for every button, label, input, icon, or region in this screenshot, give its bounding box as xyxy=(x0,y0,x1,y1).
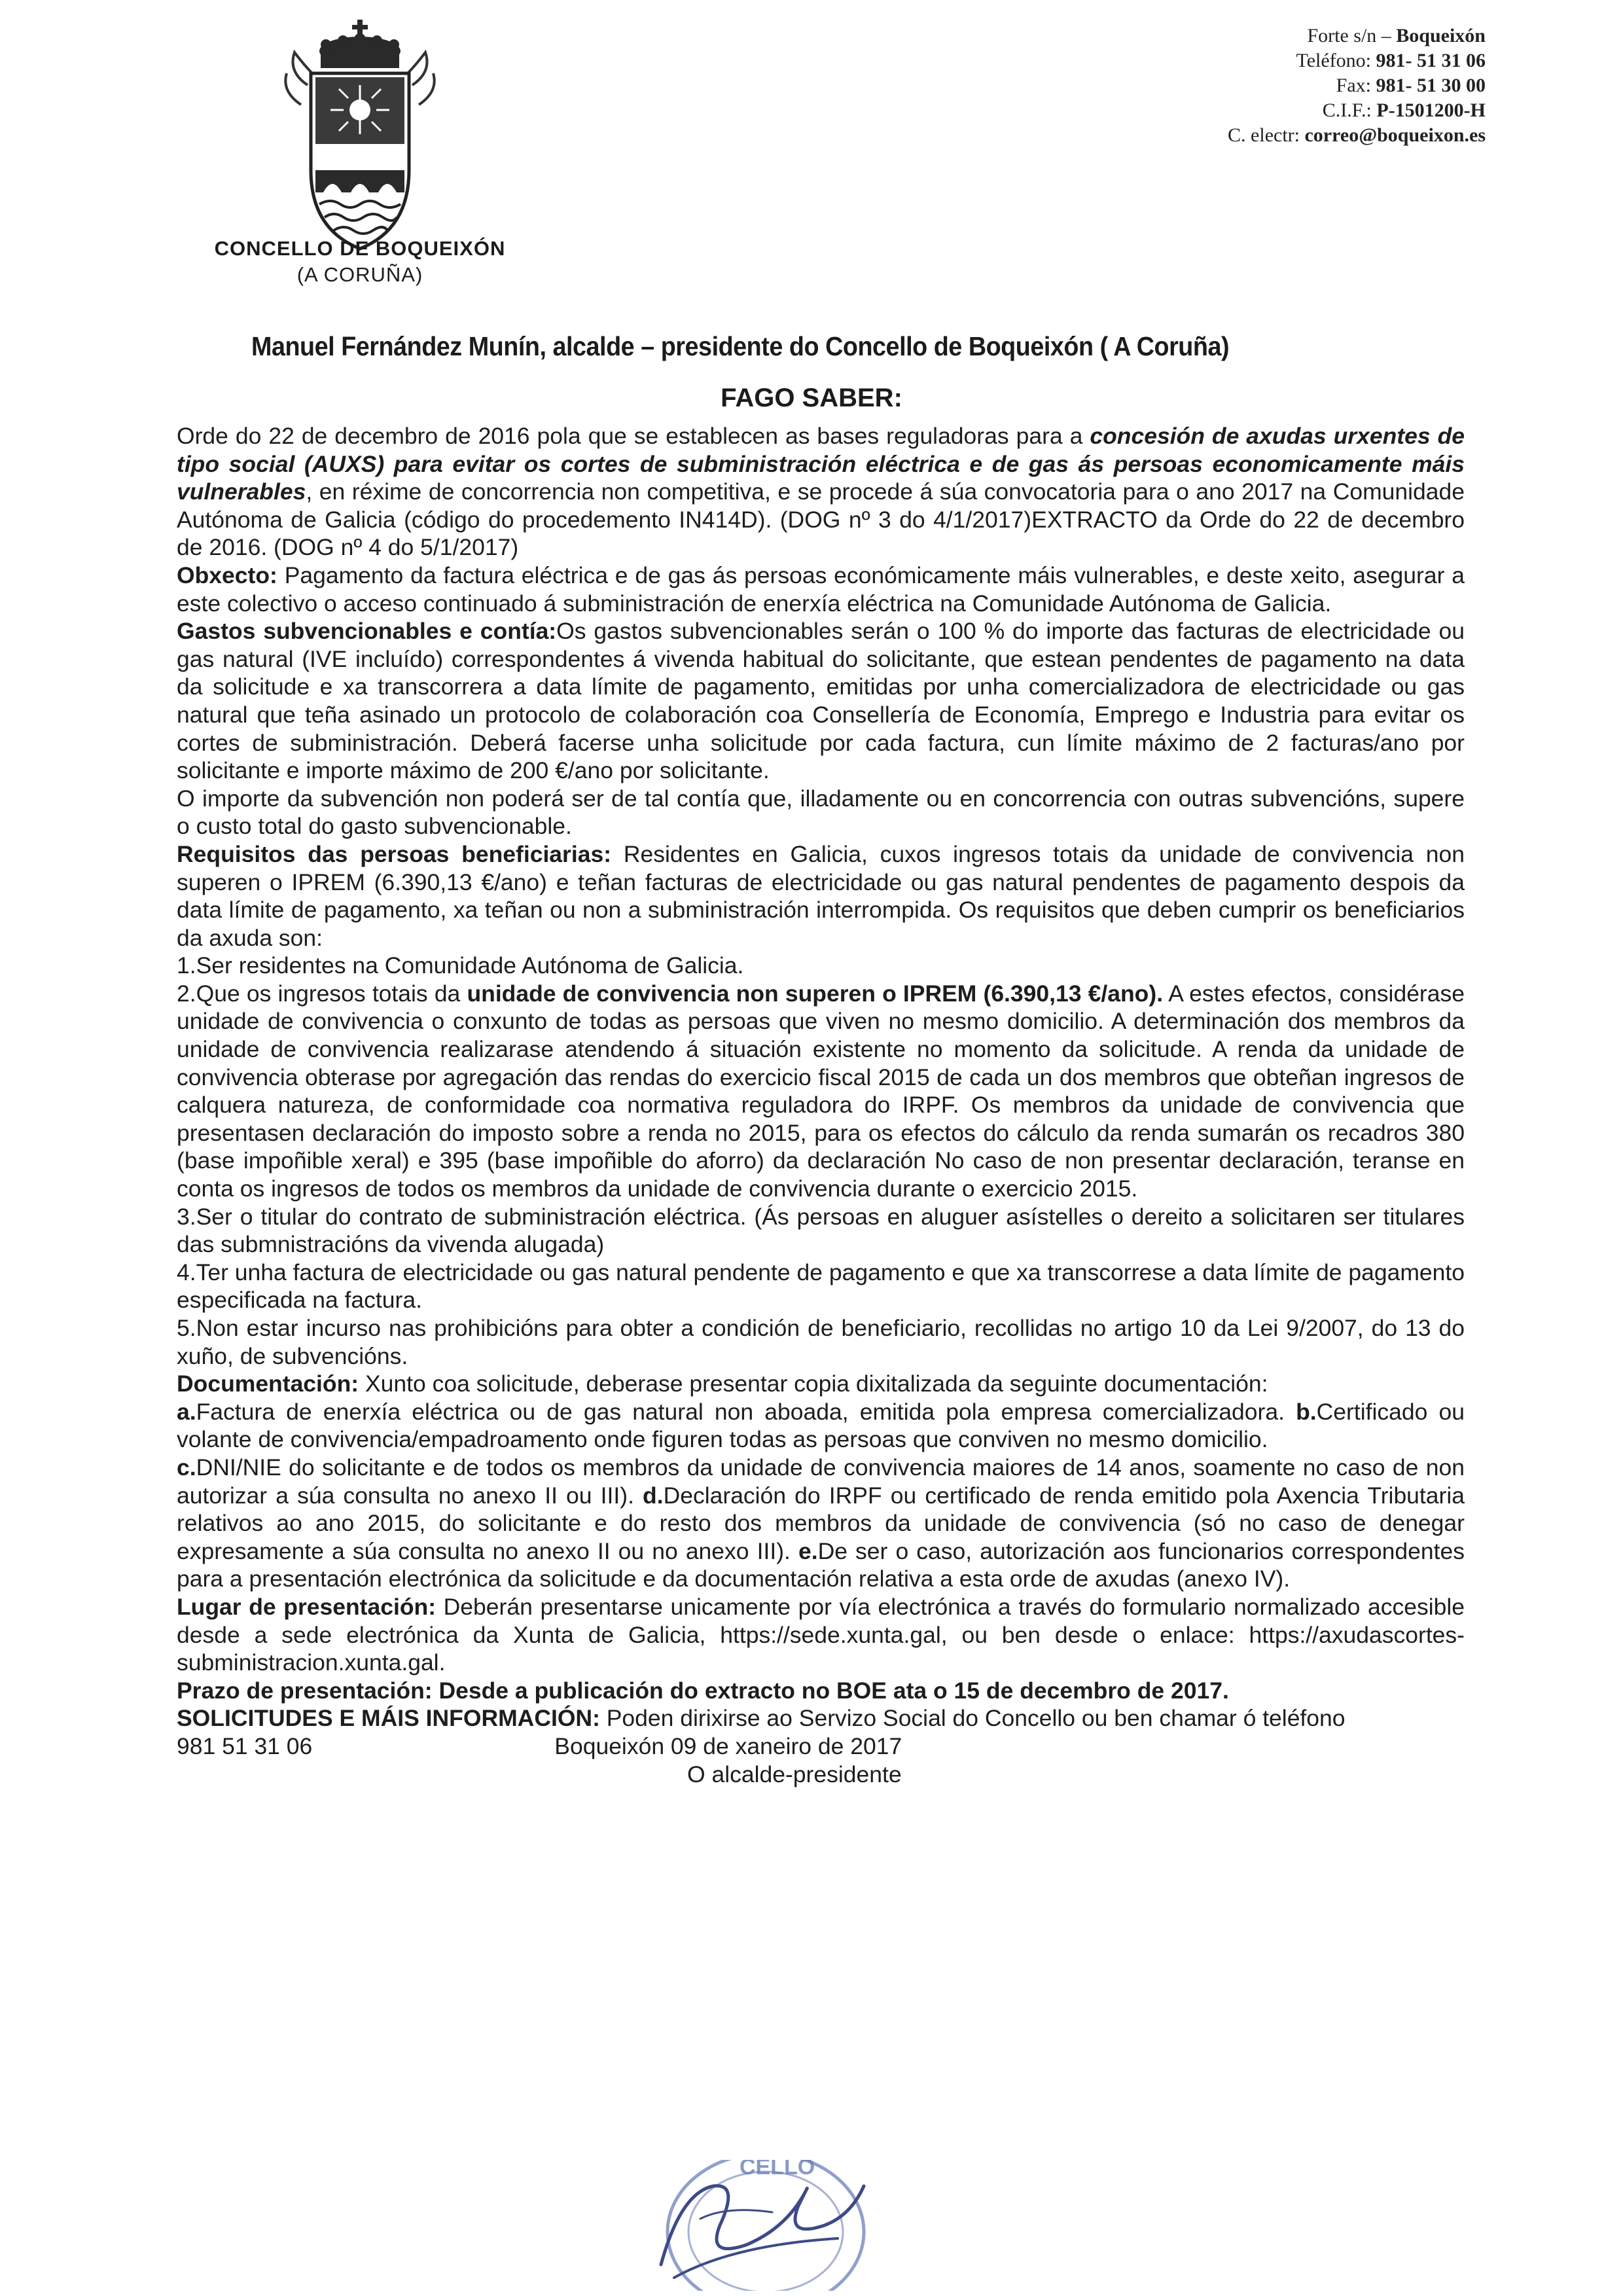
contact-email: C. electr: correo@boqueixon.es xyxy=(1228,124,1486,146)
contact-fax: Fax: 981- 51 30 00 xyxy=(1336,75,1486,96)
signature-title: O alcalde-presidente xyxy=(687,1761,902,1787)
municipal-coat-of-arms xyxy=(268,13,452,262)
requisitos-paragraph: Requisitos das persoas beneficiarias: Residentes en Galicia, cuxos ingresos totais da unidade de convivencia non superen o IPREM (6.390,13 €/ano) e teñan facturas de electricidade ou gas natural pendentes de pagamento despois da data límite de pagamento, xa teñan ou non a subministración interrompida. Os requisitos que deben cumprir os beneficiarios da axuda son: xyxy=(177,840,1465,951)
document-body xyxy=(177,422,1465,1788)
municipality-province: (A CORUÑA) xyxy=(296,263,423,286)
info-paragraph: SOLICITUDES E MÁIS INFORMACIÓN: Poden dirixirse ao Servizo Social do Concello ou ben chamar ó teléfono xyxy=(177,1705,1346,1732)
signature-place-date: Boqueixón 09 de xaneiro de 2017 xyxy=(554,1732,902,1759)
obxecto-paragraph: Obxecto: Pagamento da factura eléctrica e de gas ás persoas económicamente máis vulnerables, e deste xeito, asegurar a este colectivo o acceso continuado á subministración de enerxía eléctrica na Comunidade Autónoma de Galicia. xyxy=(177,562,1465,617)
lugar-paragraph: Lugar de presentación: Deberán presentarse unicamente por vía electrónica a través do formulario normalizado accesible desde a sede electrónica da Xunta de Galicia, https://sede.xunta.gal, ou ben desde o enlace: https://axudascortes-subministracion.xunta.gal. xyxy=(177,1593,1465,1676)
requirement-2: 2.Que os ingresos totais da unidade de convivencia non superen o IPREM (6.390,13 €/ano). A estes efectos, considérase unidade de convivencia o conxunto de todas as persoas que viven no mesmo domicilio. A determinación dos membros da unidade de convivencia realizarase atendendo á situación existente no momento da solicitude. A renda da unidade de convivencia obterase por agregación das rendas do exercicio fiscal 2015 de cada un dos membros que obteñan ingresos de calquera natureza, de conformidade coa normativa reguladora do IRPF. Os membros da unidade de convivencia que presentasen declaración do imposto sobre a renda no 2015, para os efectos do cálculo da renda sumarán os recadros 380 (base impoñible xeral) e 395 (base impoñible do aforro) da declaración No caso de non presentar declaración, teranse en conta os ingresos de todos os membros da unidade de convivencia durante o exercicio 2015. xyxy=(177,980,1465,1202)
requirement-4: 4.Ter unha factura de electricidade ou gas natural pendente de pagamento e que xa transcorrese a data límite de pagamento especificada na factura. xyxy=(177,1259,1465,1314)
documentation-items-cde: c.DNI/NIE do solicitante e de todos os membros da unidade de convivencia maiores de 14 anos, soamente no caso de non autorizar a súa consulta no anexo II ou III). d.Declaración do IRPF ou certificado de renda emitido pola Axencia Tributaria relativos ao ano 2015, do solicitante e do resto dos membros da unidade de convivencia (só no caso de denegar expresamente a súa consulta no anexo II ou no anexo III). e.De ser o caso, autorización aos funcionarios correspondentes para a presentación electrónica da solicitude e da documentación relativa a esta orde de axudas (anexo IV). xyxy=(177,1454,1465,1592)
contact-phone: Teléfono: 981- 51 31 06 xyxy=(1296,50,1486,71)
info-phone-line xyxy=(177,1732,1465,1761)
contact-block xyxy=(1228,24,1486,148)
info-phone: 981 51 31 06 xyxy=(177,1732,313,1759)
gastos-paragraph: Gastos subvencionables e contía:Os gastos subvencionables serán o 100 % do importe das facturas de electricidade ou gas natural (IVE incluído) correspondentes á vivenda habitual do solicitante, que estean pendentes de pagamento na data da solicitude e xa transcorrera a data límite de pagamento, emitidas por unha comercializadora de electricidade ou gas natural que teña asinado un protocolo de colaboración coa Consellería de Economía, Emprego e Industria para evitar os cortes de subministración. Deberá facerse unha solicitude por cada factura, cun límite máximo de 2 facturas/ano por solicitante e importe máximo de 200 €/ano por solicitante. xyxy=(177,618,1465,784)
importe-paragraph: O importe da subvención non poderá ser de tal contía que, illadamente ou en concorrencia con outras subvencións, supere o custo total do gasto subvencionable. xyxy=(177,785,1465,840)
signature-title-line xyxy=(177,1761,1465,1789)
documentation-items-ab: a.Factura de enerxía eléctrica ou de gas natural non aboada, emitida pola empresa comercializadora. b.Certificado ou volante de convivencia/empadroamento onde figuren todas as persoas que conviven no mesmo domicilio. xyxy=(177,1398,1465,1453)
prazo-paragraph: Prazo de presentación: Desde a publicación do extracto no BOE ata o 15 de decembro de 2017. xyxy=(177,1677,1229,1704)
requirement-5: 5.Non estar incurso nas prohibicións para obter a condición de beneficiario, recollidas no artigo 10 da Lei 9/2007, do 13 do xuño, de subvencións. xyxy=(177,1315,1465,1369)
requirement-1: 1.Ser residentes na Comunidade Autónoma de Galicia. xyxy=(177,952,744,979)
requirement-3: 3.Ser o titular do contrato de subministración eléctrica. (Ás persoas en aluguer asístelles o dereito a solicitaren ser titulares das submnistracións da vivenda alugada) xyxy=(177,1203,1465,1258)
contact-address: Forte s/n – Boqueixón xyxy=(1307,25,1486,46)
documentation-paragraph: Documentación: Xunto coa solicitude, deberase presentar copia dixitalizada da seguinte documentación: xyxy=(177,1371,1268,1397)
mayor-line: Manuel Fernández Munín, alcalde – presidente do Concello de Boqueixón ( A Coruña) xyxy=(251,331,1230,361)
intro-paragraph: Orde do 22 de decembro de 2016 pola que se establecen as bases reguladoras para a concesión de axudas urxentes de tipo social (AUXS) para evitar os cortes de subministración eléctrica e de gas ás persoas economicamente máis vulnerables, en réxime de concorrencia non competitiva, e se procede á súa convocatoria para o ano 2017 na Comunidade Autónoma de Galicia (código do procedemento IN414D). (DOG nº 3 do 4/1/2017)EXTRACTO da Orde do 22 de decembro de 2016. (DOG nº 4 do 5/1/2017) xyxy=(177,423,1465,561)
svg-text:CELLO: CELLO xyxy=(740,2160,815,2179)
contact-cif: C.I.F.: P-1501200-H xyxy=(1322,99,1486,121)
municipality-name: CONCELLO DE BOQUEIXÓN xyxy=(214,237,506,260)
document-heading: FAGO SABER: xyxy=(721,384,902,412)
mayor-signature xyxy=(641,2166,877,2291)
